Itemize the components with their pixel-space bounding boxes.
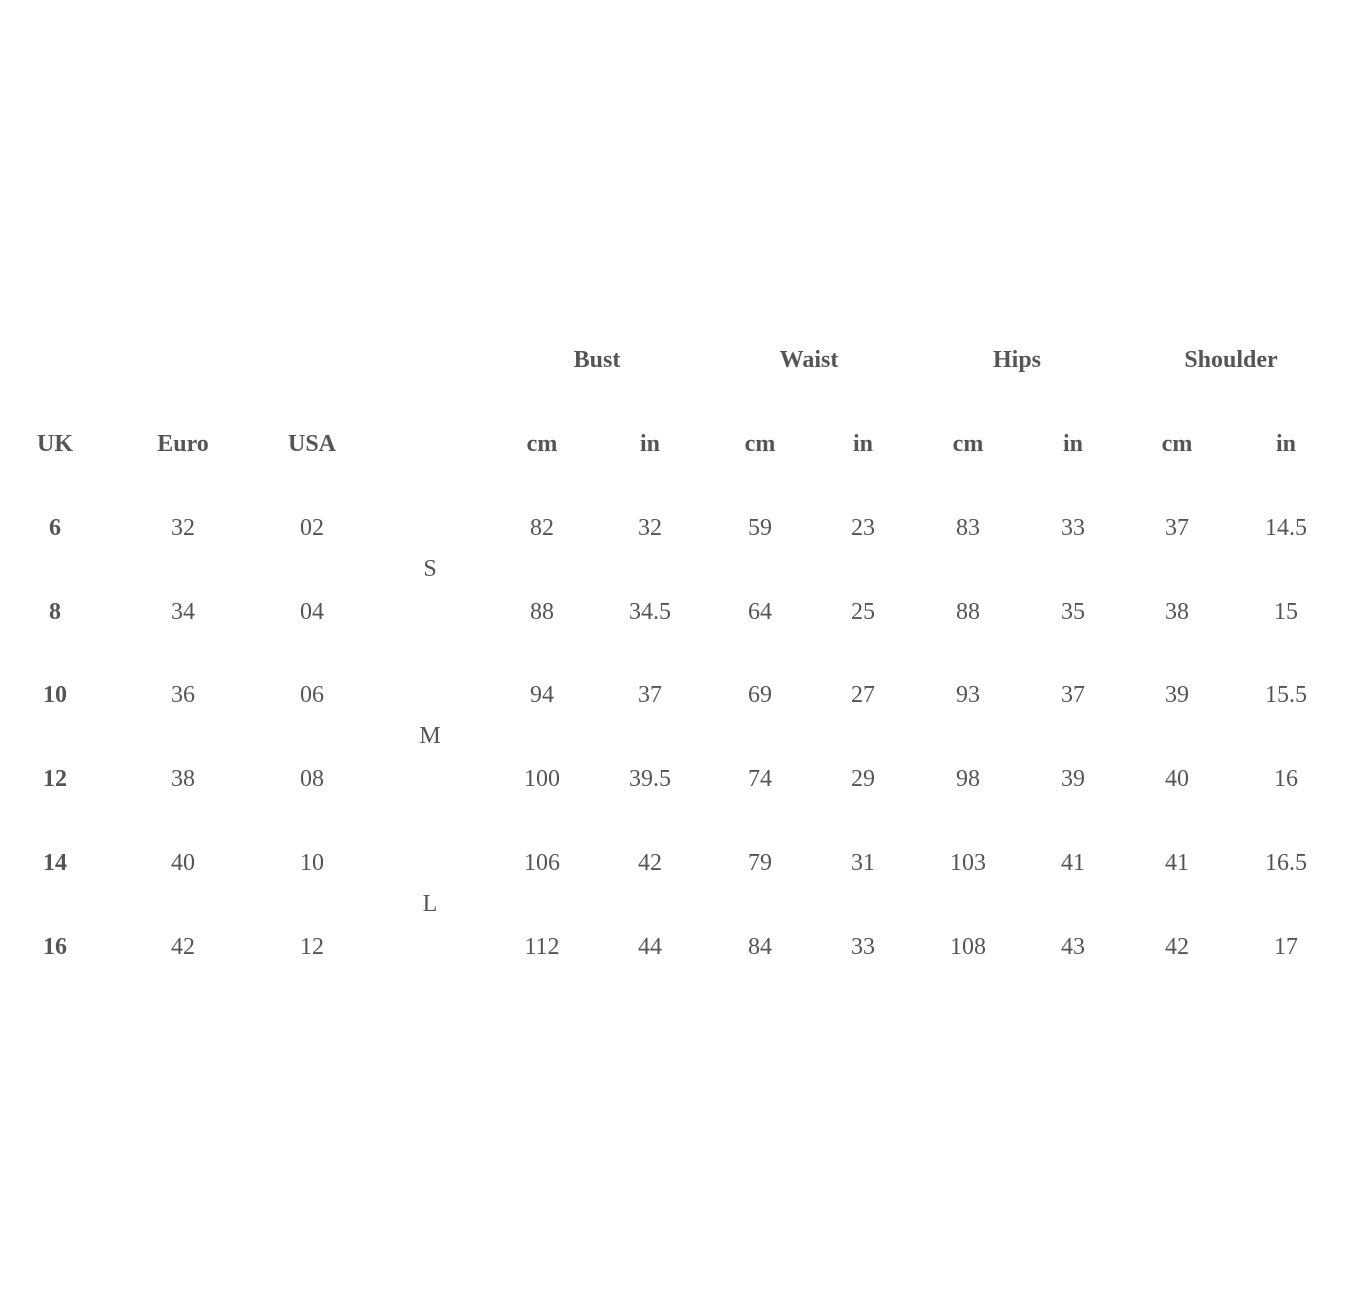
- table-cell: 04: [300, 599, 324, 625]
- letter-size-label: M: [419, 723, 441, 749]
- table-cell: 08: [300, 766, 324, 792]
- table-cell: 83: [956, 515, 980, 541]
- column-header: UK: [37, 431, 73, 457]
- table-cell: 36: [171, 682, 195, 708]
- table-cell: 79: [748, 850, 772, 876]
- table-cell: 69: [748, 682, 772, 708]
- table-cell: 112: [524, 934, 560, 960]
- table-cell: 17: [1274, 934, 1298, 960]
- table-cell: 34.5: [629, 599, 671, 625]
- table-cell: 25: [851, 599, 875, 625]
- table-cell: 15: [1274, 599, 1298, 625]
- table-cell: 42: [1165, 934, 1189, 960]
- table-cell: 84: [748, 934, 772, 960]
- uk-size-cell: 16: [43, 934, 67, 960]
- table-cell: 27: [851, 682, 875, 708]
- table-cell: 43: [1061, 934, 1085, 960]
- table-cell: 02: [300, 515, 324, 541]
- group-header-shoulder: Shoulder: [1184, 347, 1278, 373]
- table-cell: 39: [1061, 766, 1085, 792]
- uk-size-cell: 10: [43, 682, 67, 708]
- table-cell: 42: [171, 934, 195, 960]
- table-cell: 59: [748, 515, 772, 541]
- table-cell: 37: [1165, 515, 1189, 541]
- table-cell: 94: [530, 682, 554, 708]
- table-cell: 93: [956, 682, 980, 708]
- table-cell: 82: [530, 515, 554, 541]
- table-cell: 14.5: [1265, 515, 1307, 541]
- column-header: in: [639, 431, 661, 457]
- table-cell: 32: [171, 515, 195, 541]
- column-header: Euro: [157, 431, 209, 457]
- table-cell: 103: [950, 850, 986, 876]
- table-cell: 106: [524, 850, 560, 876]
- table-cell: 35: [1061, 599, 1085, 625]
- table-cell: 74: [748, 766, 772, 792]
- table-cell: 40: [1165, 766, 1189, 792]
- column-header: cm: [526, 431, 558, 457]
- column-header: cm: [744, 431, 776, 457]
- group-header-bust: Bust: [573, 347, 621, 373]
- table-cell: 41: [1061, 850, 1085, 876]
- table-cell: 37: [638, 682, 662, 708]
- table-cell: 32: [638, 515, 662, 541]
- table-cell: 98: [956, 766, 980, 792]
- column-header: in: [852, 431, 874, 457]
- table-cell: 88: [956, 599, 980, 625]
- table-cell: 34: [171, 599, 195, 625]
- table-cell: 108: [950, 934, 986, 960]
- letter-size-label: S: [423, 556, 437, 582]
- table-cell: 23: [851, 515, 875, 541]
- uk-size-cell: 14: [43, 850, 67, 876]
- table-cell: 44: [638, 934, 662, 960]
- table-cell: 38: [1165, 599, 1189, 625]
- table-cell: 33: [1061, 515, 1085, 541]
- group-header-hips: Hips: [992, 347, 1042, 373]
- column-header: in: [1275, 431, 1297, 457]
- table-cell: 16.5: [1265, 850, 1307, 876]
- table-cell: 12: [300, 934, 324, 960]
- table-cell: 39.5: [629, 766, 671, 792]
- table-cell: 41: [1165, 850, 1189, 876]
- uk-size-cell: 8: [49, 599, 61, 625]
- table-cell: 29: [851, 766, 875, 792]
- table-cell: 31: [851, 850, 875, 876]
- table-cell: 88: [530, 599, 554, 625]
- uk-size-cell: 12: [43, 766, 67, 792]
- table-cell: 40: [171, 850, 195, 876]
- table-cell: 16: [1274, 766, 1298, 792]
- column-header: USA: [287, 431, 337, 457]
- table-cell: 37: [1061, 682, 1085, 708]
- table-cell: 33: [851, 934, 875, 960]
- group-header-waist: Waist: [779, 347, 839, 373]
- uk-size-cell: 6: [49, 515, 61, 541]
- table-cell: 38: [171, 766, 195, 792]
- table-cell: 64: [748, 599, 772, 625]
- column-header: in: [1062, 431, 1084, 457]
- table-cell: 39: [1165, 682, 1189, 708]
- column-header: cm: [952, 431, 984, 457]
- table-cell: 10: [300, 850, 324, 876]
- column-header: cm: [1161, 431, 1193, 457]
- letter-size-label: L: [422, 891, 438, 917]
- table-cell: 100: [524, 766, 560, 792]
- table-cell: 15.5: [1265, 682, 1307, 708]
- table-cell: 42: [638, 850, 662, 876]
- table-cell: 06: [300, 682, 324, 708]
